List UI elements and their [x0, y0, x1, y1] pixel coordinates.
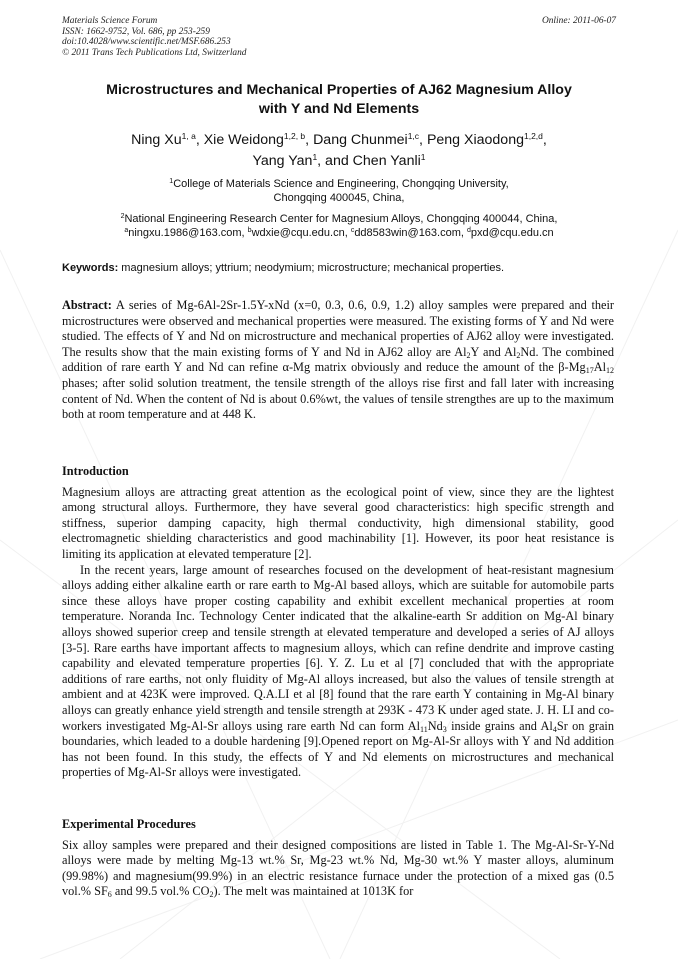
author-name: Chen Yanli — [352, 152, 421, 169]
abstract-label: Abstract: — [62, 298, 112, 312]
affiliation-2 — [62, 213, 616, 240]
abstract — [62, 298, 614, 423]
email-separator: , — [460, 226, 468, 239]
intro-text: inside grains and Al — [446, 718, 553, 733]
subscript: 4 — [552, 724, 557, 734]
experimental-text: ). The melt was maintained at 1013K for — [213, 884, 414, 899]
author-name: Xie Weidong — [203, 132, 284, 148]
intro-text: Sr on grain boundaries, which leaded to a double hardening [9].Opened report on Mg-Al-Sr alloys with Y and Nd addition has not been found. In this study, the effects of Y and Nd elements on microstructures and mechanical properties of Mg-Al-Sr alloys were investigated. — [62, 718, 614, 780]
affiliation-number: 1 — [169, 178, 174, 185]
author-separator: , and — [317, 152, 353, 169]
subscript: 3 — [442, 724, 447, 734]
subscript: 11 — [420, 724, 428, 734]
author-name: Dang Chunmei — [313, 132, 408, 148]
email-separator: , — [241, 226, 248, 239]
experimental-section — [62, 817, 614, 900]
introduction-section — [62, 464, 614, 781]
abstract-text: Y and Al — [470, 344, 517, 359]
email-mark: a — [124, 226, 129, 234]
subscript: 12 — [606, 366, 614, 376]
email-mark: b — [247, 226, 252, 234]
journal-header — [62, 16, 616, 58]
affiliation-text: College of Materials Science and Engineering, Chongqing University, — [173, 178, 509, 190]
experimental-text: Six alloy samples were prepared and their designed compositions are listed in Table 1. The Mg-Al-Sr-Y-Nd alloys were made by melting Mg-13 wt.% Sr, Mg-23 wt.% Nd, Mg-30 wt.% Y master alloys, aluminum (99.98%) and magnesium(99.9%) in an electric resistance furnace under the protection of a mixed gas (0.5 vol.% SF — [62, 837, 614, 899]
affiliation-number: 2 — [120, 213, 125, 220]
author-name: Yang Yan — [252, 152, 313, 169]
subscript: 2 — [516, 350, 521, 360]
affiliation-text: National Engineering Research Center for Magnesium Alloys, Chongqing 400044, China, — [124, 213, 558, 225]
author-separator: , — [419, 132, 427, 148]
abstract-text: phases; after solid solution treatment, the tensile strength of the alloys rise first and fall later with increasing content of Nd. When the content of Nd is about 0.6%wt, the values of tensile strengthes are up to the maximum both at room temperature and at 448 K. — [62, 375, 614, 422]
intro-text: In the recent years, large amount of researches focused on the development of heat-resistant magnesium alloys adding either alkaline earth or rare earth to Mg-Al based alloys, which are suitable for automobile parts since these alloys have proper costing capability and exhibit excellent mechanical properties at room temperature. Noranda Inc. Technology Center indicated that the alkaline-earth Sr addition on Mg-Al binary alloys showed superior creep and tensile strength at elevated temperature and developed a series of AJ alloys [3-5]. Rare earths have important affects to magnesium alloys, which can refine dendrite and improve casting capability and elevated temperature properties [6]. Y. Z. Lu et al [7] concluded that with the appropriate additions of rare earths, not only fluidity of Mg-Al alloys increased, but also the values of tensile strength at ambient and at 423K were improved. Q.A.LI et al [8] found that the rare earth Y containing in Mg-Al binary alloys can greatly enhance yield strength and tensile strength at 293K - 473 K under aged state. J. H. LI and co-workers investigated Mg-Al-Sr alloys using rare earth Nd can form Al — [62, 562, 614, 733]
subscript: 2 — [466, 350, 471, 360]
subscript: 2 — [209, 890, 214, 900]
intro-text: Nd — [427, 718, 443, 733]
section-heading-introduction: Introduction — [62, 464, 129, 478]
author-name: Ning Xu — [131, 132, 182, 148]
subscript: 6 — [107, 890, 112, 900]
author-affiliation-mark: 1,2, b — [283, 131, 306, 141]
keywords-text: magnesium alloys; yttrium; neodymium; microstructure; mechanical properties. — [118, 262, 504, 274]
title-line-1: Microstructures and Mechanical Properties of AJ62 Magnesium Alloy — [106, 82, 572, 98]
author-list — [62, 130, 616, 171]
experimental-paragraph — [62, 838, 614, 900]
paper-title — [62, 81, 616, 119]
email-address: pxd@cqu.edu.cn — [470, 226, 554, 239]
author-affiliation-mark: 1,c — [407, 131, 420, 141]
abstract-text: Nd. The combined addition of rare earth Y and Nd can refine α-Mg matrix obviously and reduce the amount of the β-Mg — [62, 344, 614, 375]
author-name: Peng Xiaodong — [426, 132, 524, 148]
affiliation-1 — [62, 178, 616, 205]
author-line-2 — [62, 151, 616, 172]
online-date: Online: 2011-06-07 — [541, 16, 616, 26]
email-mark: c — [350, 226, 355, 234]
email-address: wdxie@cqu.edu.cn — [251, 226, 345, 239]
copyright-line: © 2011 Trans Tech Publications Ltd, Switzerland — [62, 47, 247, 58]
subscript: 17 — [585, 366, 594, 376]
author-separator: , — [305, 132, 314, 148]
author-affiliation-mark: 1 — [312, 151, 318, 162]
keywords-label: Keywords: — [62, 262, 119, 274]
title-line-2: with Y and Nd Elements — [258, 101, 420, 117]
issn-line: ISSN: 1662-9752, Vol. 686, pp 253-259 — [62, 26, 210, 37]
experimental-text: and 99.5 vol.% CO — [111, 884, 210, 899]
author-line-1 — [62, 130, 616, 151]
journal-name: Materials Science Forum — [62, 16, 158, 26]
author-separator: , — [195, 132, 204, 148]
abstract-text: A series of Mg-6Al-2Sr-1.5Y-xNd (x=0, 0.3, 0.6, 0.9, 1.2) alloy samples were prepared and their microstructures were observed and mechanical properties were measured. The existing forms of Y and Nd were studied. The effects of Y and Nd on microstructure and mechanical properties of AJ62 alloy were investigated. The results show that the main existing forms of Y and Nd in AJ62 alloy are Al — [62, 298, 614, 359]
author-affiliation-mark: 1, a — [181, 131, 196, 141]
email-list — [62, 227, 616, 241]
email-address: dd8583win@163.com — [354, 226, 461, 239]
email-address: ningxu.1986@163.com — [128, 226, 242, 239]
section-heading-experimental: Experimental Procedures — [62, 817, 196, 831]
author-separator: , — [542, 132, 547, 148]
affiliation-text: Chongqing 400045, China, — [273, 191, 405, 204]
intro-paragraph-1: Magnesium alloys are attracting great attention as the ecological point of view, since they are the lightest among structural alloys. Furthermore, they have several good characteristics: high specific strength and stiffness, superior damping capacity, high thermal conductivity, high dimensional stability, good electromagnetic shielding characteristics and good machinability [1]. However, its poor heat resistance is limiting its application at elevated temperature [2]. — [62, 484, 614, 561]
email-separator: , — [344, 226, 351, 239]
doi-line: doi:10.4028/www.scientific.net/MSF.686.253 — [62, 37, 231, 48]
intro-paragraph-2 — [62, 563, 614, 781]
keywords — [62, 262, 616, 275]
author-affiliation-mark: 1,2,d — [523, 131, 543, 141]
author-affiliation-mark: 1 — [420, 151, 426, 162]
abstract-text: Al — [593, 360, 606, 375]
email-mark: d — [467, 226, 471, 234]
